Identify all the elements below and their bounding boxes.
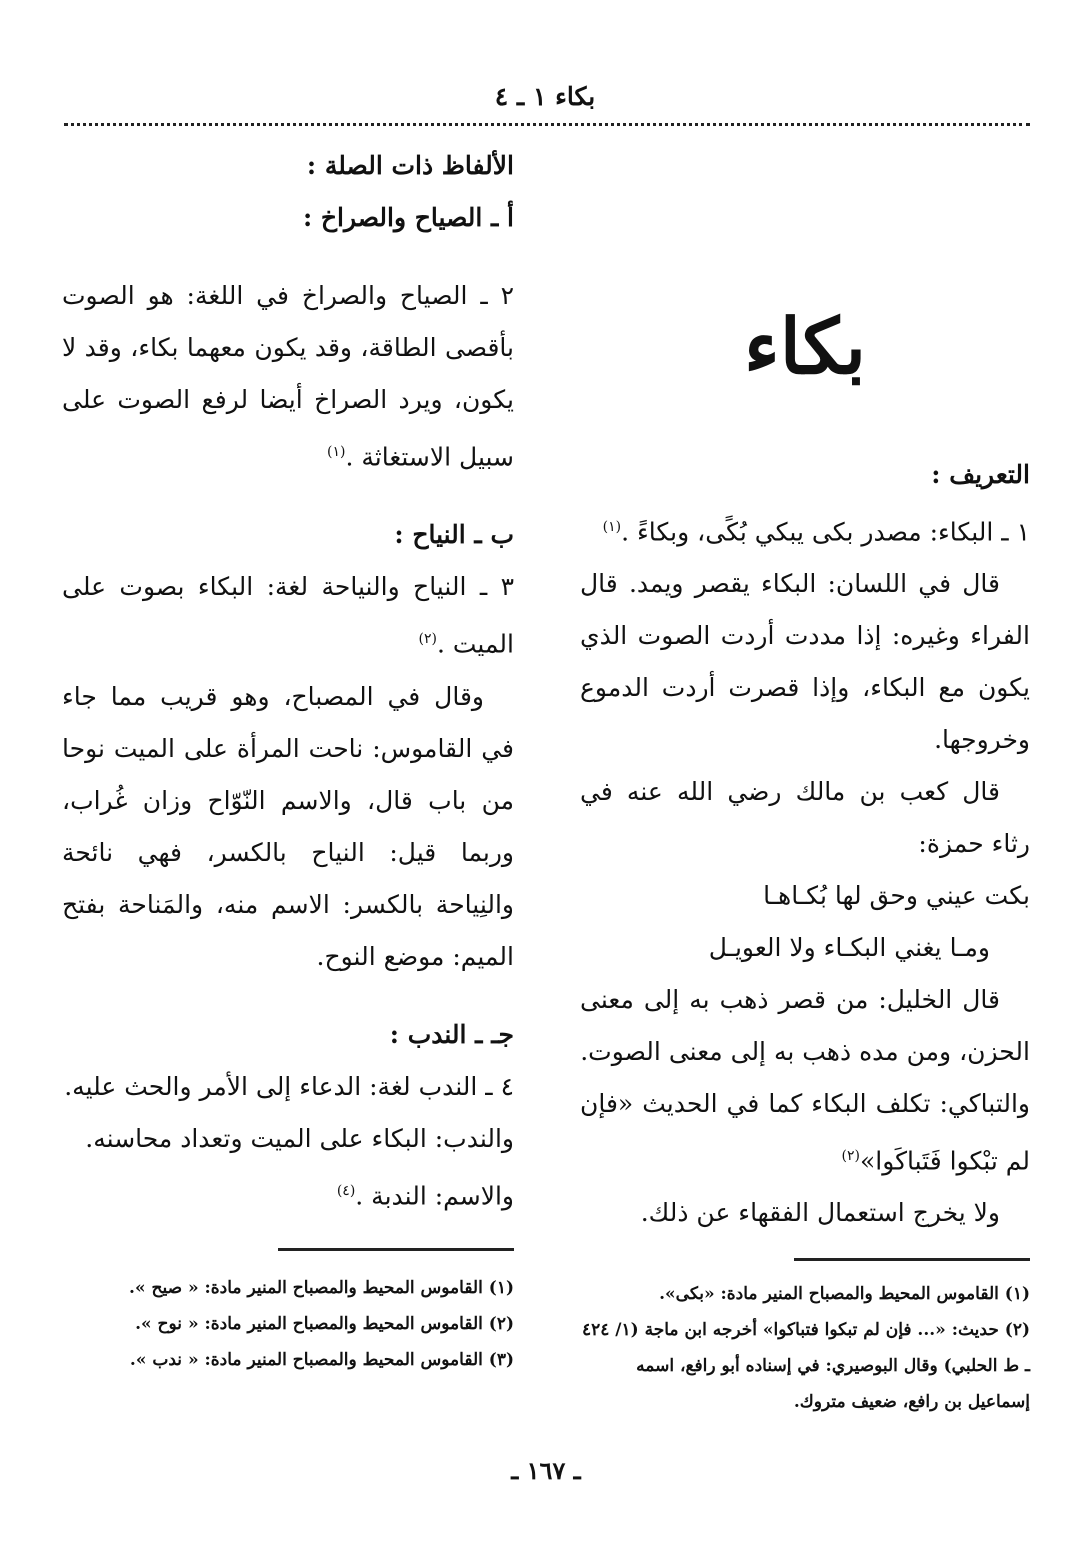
section-3-paragraph-2: وقال في المصباح، وهو قريب مما جاء في القاموس: ناحت المرأة على الميت نوحا من باب قال، والاسم النّوّاح وزان غُراب، وربما قيل: النياح بالكسر، فهي نائحة والنِياحة بالكسر: الاسم منه، والمَناحة بفتح الميم: موضع النوح. [62, 681, 514, 971]
right-column [580, 130, 1030, 1239]
definition-paragraph-2: قال في اللسان: البكاء يقصر ويمد. قال الفراء وغيره: إذا مددت أردت الصوت الذي يكون مع البكاء، وإذا قصرت أردت الدموع وخروجها. [580, 568, 1030, 754]
footnote-item: (١) القاموس المحيط والمصباح المنير مادة: «بكى». [659, 1284, 1030, 1304]
footnote-divider-right [794, 1258, 1030, 1261]
left-column [62, 140, 514, 1222]
footnote-item: (١) القاموس المحيط والمصباح المنير مادة: « صيح ». [129, 1278, 514, 1298]
definition-text-1: ١ ـ البكاء: مصدر بكى يبكي بُكًى، وبكاءً . [621, 516, 1030, 546]
header-divider [64, 123, 1030, 126]
footnote-ref: (٢) [841, 1147, 860, 1164]
poem-verse-2: ومـا يغني البكـاء ولا العويـل [708, 932, 990, 962]
section-2-text: ٢ ـ الصياح والصراخ في اللغة: هو الصوت بأقصى الطاقة، وقد يكون معهما بكاء، وقد لا يكون، ويرد الصراخ أيضا لرفع الصوت على سبيل الاستغاثة . [62, 281, 514, 472]
page-number: ـ ١٦٧ ـ [511, 1456, 581, 1485]
section-3-text: ٣ ـ النياح والنياحة لغة: البكاء بصوت على الميت . [62, 572, 514, 659]
footnote-divider-left [278, 1248, 514, 1251]
footnote-ref: (١) [326, 444, 346, 460]
section-4-paragraph-1: ٤ ـ الندب لغة: الدعاء إلى الأمر والحث عليه. [64, 1071, 514, 1101]
section-3-paragraph [62, 561, 514, 670]
definition-heading: التعريف : [931, 459, 1030, 489]
section-2-paragraph [62, 270, 514, 483]
section-4-text-3: والاسم: الندبة . [355, 1180, 514, 1210]
definition-paragraph-3: قال كعب بن مالك رضي الله عنه في رثاء حمزة: [580, 776, 1030, 858]
entry-title: بكاء [743, 302, 866, 391]
footnote-ref: (١) [602, 518, 622, 535]
related-terms-heading: الألفاظ ذات الصلة : [306, 151, 514, 180]
subheading-a: أ ـ الصياح والصراخ : [302, 203, 514, 232]
footnotes-right [580, 1276, 1030, 1420]
definition-paragraph-5 [580, 1078, 1030, 1187]
section-4-paragraph-3 [62, 1165, 514, 1222]
definition-paragraph-4: قال الخليل: من قصر ذهب به إلى معنى الحزن، ومن مده ذهب به إلى معنى الصوت. [580, 984, 1030, 1066]
footnote-ref: (٢) [418, 631, 437, 648]
section-4-paragraph-2: والندب: البكاء على الميت وتعداد محاسنه. [85, 1123, 514, 1153]
subheading-b: ب ـ النياح : [394, 520, 514, 550]
definition-text-5: والتباكي: تكلف البكاء كما في الحديث «فإن لم تبْكوا فَتَباكَوا» [580, 1088, 1030, 1176]
running-head: بكاء ١ ـ ٤ [494, 82, 596, 111]
definition-paragraph-6: ولا يخرج استعمال الفقهاء عن ذلك. [640, 1198, 1000, 1228]
footnote-item: (٢) حديث: «... فإن لم تبكوا فتباكوا» أخرجه ابن ماجة (١/ ٤٢٤ ـ ط الحلبي) وقال البوصيري: في إسناده أبو رافع، اسمه إسماعيل بن رافع، ضعيف متروك. [581, 1320, 1030, 1412]
footnote-item: (٣) القاموس المحيط والمصباح المنير مادة: « ندب ». [129, 1350, 514, 1370]
poem-verse-1: بكت عيني وحق لها بُكـاهـا [763, 880, 1030, 910]
footnotes-left [62, 1270, 514, 1378]
footnote-item: (٢) القاموس المحيط والمصباح المنير مادة: « نوح ». [135, 1314, 514, 1334]
definition-paragraph-1 [580, 501, 1030, 558]
subheading-c: جـ ـ الندب : [389, 1019, 514, 1049]
footnote-ref: (٤) [336, 1182, 356, 1199]
